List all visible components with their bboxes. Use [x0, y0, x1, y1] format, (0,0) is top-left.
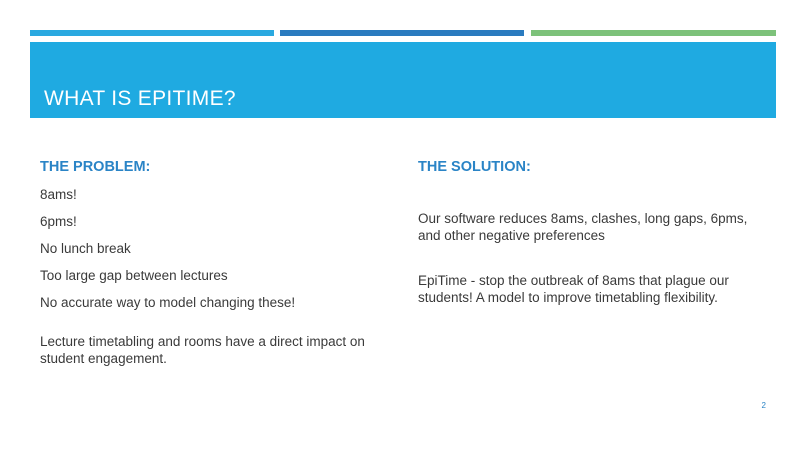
engagement-paragraph: Lecture timetabling and rooms have a direct impact on student engagement. — [40, 334, 365, 366]
problem-heading: THE PROBLEM: — [40, 159, 151, 175]
title-band — [30, 42, 776, 118]
problem-column — [40, 158, 380, 367]
page-number: 2 — [761, 401, 766, 410]
problem-item: 8ams! — [40, 187, 77, 202]
solution-column — [418, 158, 748, 306]
problem-item: 6pms! — [40, 214, 77, 229]
problem-item: Too large gap between lectures — [40, 268, 228, 283]
solution-heading: THE SOLUTION: — [418, 159, 531, 175]
problem-list — [40, 186, 380, 312]
accent-bar-blue — [30, 30, 274, 36]
slide-title: WHAT IS EPITIME? — [44, 87, 236, 110]
solution-paragraph-software: Our software reduces 8ams, clashes, long gaps, 6pms, and other negative preferences — [418, 211, 748, 243]
accent-bar-green — [531, 30, 776, 36]
problem-item: No accurate way to model changing these! — [40, 295, 296, 310]
problem-item: No lunch break — [40, 241, 131, 256]
solution-paragraph-epitime: EpiTime - stop the outbreak of 8ams that plague our students! A model to improve timetabling flexibility. — [418, 273, 729, 305]
accent-bar-dark-blue — [280, 30, 524, 36]
